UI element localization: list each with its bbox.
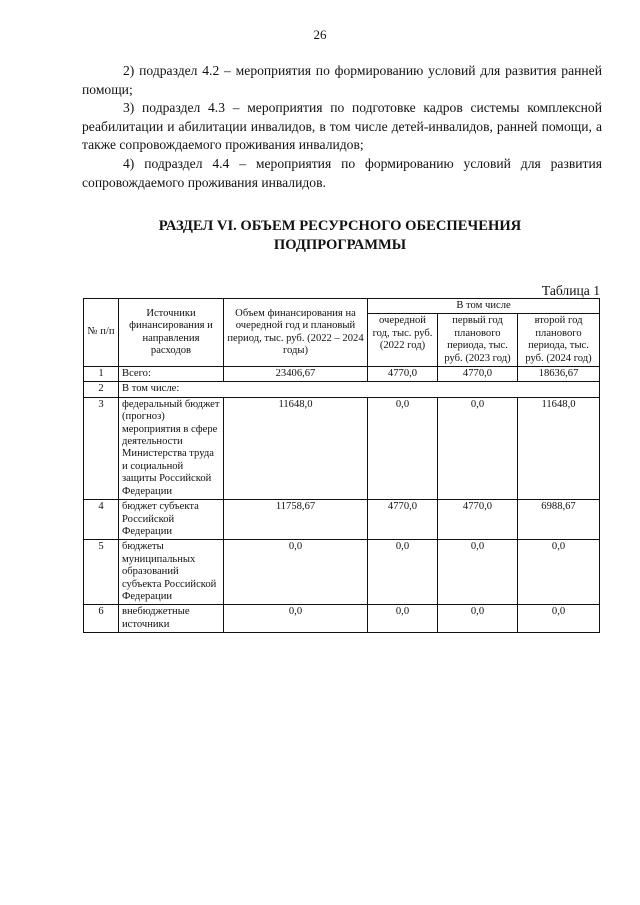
cell-num: 4 xyxy=(84,500,119,540)
cell-2023: 4770,0 xyxy=(438,500,518,540)
cell-2022: 0,0 xyxy=(368,605,438,633)
cell-2024: 0,0 xyxy=(518,605,600,633)
header-num: № п/п xyxy=(84,299,119,367)
cell-2023: 0,0 xyxy=(438,397,518,499)
paragraph-3: 4) подраздел 4.4 – мероприятия по формированию условий для развития сопровождаемого проживания инвалидов. xyxy=(82,155,602,190)
cell-total: 0,0 xyxy=(224,540,368,605)
section-title-line-2: ПОДПРОГРАММЫ xyxy=(273,237,407,253)
cell-2024: 6988,67 xyxy=(518,500,600,540)
table-row xyxy=(84,382,600,397)
header-2024: второй год планового периода, тыс. руб. (2024 год) xyxy=(518,314,600,367)
cell-source: бюджет субъекта Российской Федерации xyxy=(119,500,224,540)
cell-source: федеральный бюджет (прогноз) мероприятия в сфере деятельности Министерства труда и социальной защиты Российской Федерации xyxy=(119,397,224,499)
cell-source: бюджеты муниципальных образований субъекта Российской Федерации xyxy=(119,540,224,605)
table-row xyxy=(84,367,600,382)
cell-2024: 11648,0 xyxy=(518,397,600,499)
cell-2023: 4770,0 xyxy=(438,367,518,382)
cell-2022: 0,0 xyxy=(368,397,438,499)
cell-source: В том числе: xyxy=(119,382,600,397)
page-number: 26 xyxy=(313,27,327,42)
header-total: Объем финансирования на очередной год и плановый период, тыс. руб. (2022 – 2024 годы) xyxy=(224,299,368,367)
cell-source: Всего: xyxy=(119,367,224,382)
table-row xyxy=(84,397,600,499)
cell-num: 5 xyxy=(84,540,119,605)
cell-num: 6 xyxy=(84,605,119,633)
resource-table xyxy=(83,298,600,633)
cell-2023: 0,0 xyxy=(438,540,518,605)
cell-num: 2 xyxy=(84,382,119,397)
paragraph-2: 3) подраздел 4.3 – мероприятия по подготовке кадров системы комплексной реабилитации и абилитации инвалидов, в том числе детей-инвалидов, ранней помощи, а также сопровождаемого проживания инвалидов; xyxy=(82,100,602,153)
paragraph-1: 2) подраздел 4.2 – мероприятия по формированию условий для развития ранней помощи; xyxy=(82,63,602,97)
cell-2022: 4770,0 xyxy=(368,500,438,540)
cell-total: 0,0 xyxy=(224,605,368,633)
header-2023: первый год планового периода, тыс. руб. (2023 год) xyxy=(438,314,518,367)
table-row xyxy=(84,605,600,633)
section-title-line-1: РАЗДЕЛ VI. ОБЪЕМ РЕСУРСНОГО ОБЕСПЕЧЕНИЯ xyxy=(158,218,522,234)
header-including: В том числе xyxy=(368,299,600,314)
table-row xyxy=(84,540,600,605)
cell-total: 11758,67 xyxy=(224,500,368,540)
table-row xyxy=(84,500,600,540)
cell-num: 3 xyxy=(84,397,119,499)
cell-total: 23406,67 xyxy=(224,367,368,382)
cell-2022: 4770,0 xyxy=(368,367,438,382)
header-2022: очередной год, тыс. руб. (2022 год) xyxy=(368,314,438,367)
cell-2022: 0,0 xyxy=(368,540,438,605)
table-caption: Таблица 1 xyxy=(541,283,600,298)
cell-total: 11648,0 xyxy=(224,397,368,499)
header-source: Источники финансирования и направления расходов xyxy=(119,299,224,367)
body-text xyxy=(82,62,602,192)
section-title xyxy=(80,217,600,255)
cell-source: внебюджетные источники xyxy=(119,605,224,633)
cell-2024: 18636,67 xyxy=(518,367,600,382)
cell-2024: 0,0 xyxy=(518,540,600,605)
cell-num: 1 xyxy=(84,367,119,382)
cell-2023: 0,0 xyxy=(438,605,518,633)
